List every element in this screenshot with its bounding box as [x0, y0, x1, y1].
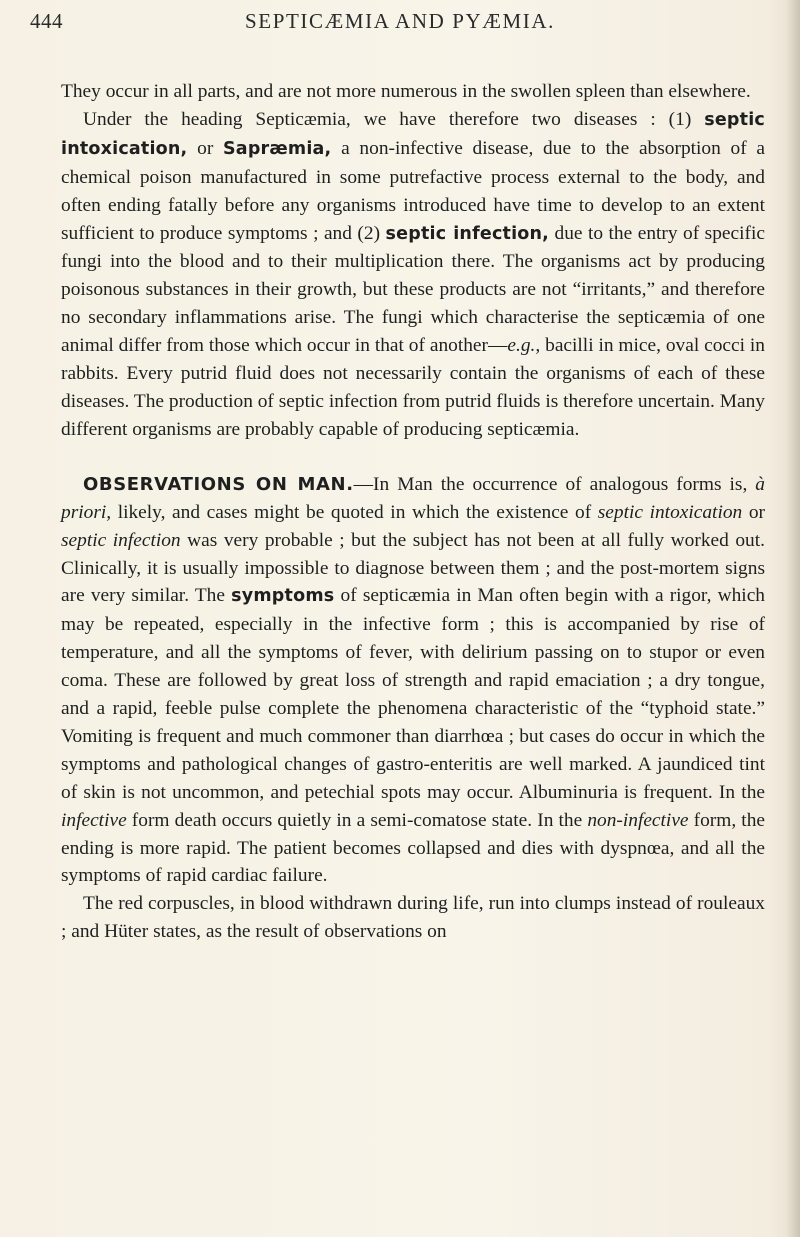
- text-run: bacilli in mice, oval cocci in rabbits. Every putrid fluid does not necessarily contain the organisms of each of these diseases. The production of septic infection from putrid fluids is therefore uncertain. Many different organisms are probably capable of producing septicæmia.: [61, 335, 765, 440]
- text-run: of septicæmia in Man often begin with a rigor, which may be repeated, especially in the infective form ; this is accompanied by rise of temperature, and all the symptoms of fever, with delirium passing on to stupor or even coma. These are followed by great loss of strength and rapid emaciation ; a dry tongue, and a rapid, feeble pulse complete the phenomena characteristic of the “typhoid state.” Vomiting is frequent and much commoner than diarrhœa ; but cases do occur in which the symptoms and pathological changes of gastro-enteritis are well marked. A jaundiced tint of skin is not uncommon, and petechial spots may occur. Albuminuria is frequent. In the: [61, 585, 765, 803]
- text-run: form, the ending is more rapid. The patient becomes collapsed and dies with dyspnœa, and all the symptoms of rapid cardiac failure.: [61, 809, 765, 887]
- italic-eg: e.g.,: [507, 335, 541, 357]
- text-run: likely, and cases might be quoted in which the existence of: [111, 501, 598, 523]
- italic-a-priori: à priori,: [61, 473, 765, 523]
- paragraph-text: The red corpuscles, in blood withdrawn during life, run into clumps instead of rouleaux ; and Hüter states, as the result of observations on: [61, 893, 765, 943]
- text-run: Under the heading Septicæmia, we have therefore two diseases : (1): [83, 108, 705, 130]
- bold-term-septic-intoxication: septic intoxication,: [61, 109, 765, 159]
- italic-septic-infection: septic infection: [61, 529, 181, 551]
- section-observations-on-man: [61, 471, 765, 891]
- paragraph-text: They occur in all parts, and are not more numerous in the swollen spleen than elsewhere.: [61, 81, 751, 102]
- text-run: a non-infective disease, due to the absorption of a chemical poison manufactured in some putrefactive process external to the body, and often ending fatally before any organisms introduced have time to develop to an extent sufficient to produce symptoms ; and (2): [61, 137, 765, 244]
- page-header: [30, 9, 770, 49]
- body-text: [61, 78, 765, 946]
- paragraph-septicaemia-two-diseases: [61, 106, 765, 444]
- text-run: or: [187, 137, 223, 159]
- page-edge-shadow: [786, 0, 800, 1237]
- text-run: or: [742, 501, 765, 523]
- text-run: —In Man the occurrence of analogous forms is,: [353, 473, 756, 495]
- text-run: due to the entry of specific fungi into the blood and to their multiplication there. The organisms act by producing poisonous substances in their growth, but these products are not “irritants,” and therefore no secondary inflammations arise. The fungi which characterise the septicæmia of one animal differ from those which occur in that of another—: [61, 222, 765, 357]
- text-run: was very probable ; but the subject has not been at all fully worked out. Clinically, it is usually impossible to diagnose between them ; and the post-mortem signs are very similar. The: [61, 529, 765, 607]
- italic-non-infective: non-infective: [587, 809, 689, 831]
- bold-term-sapraemia: Sapræmia,: [223, 138, 332, 159]
- bold-term-symptoms: symptoms: [231, 586, 335, 607]
- paragraph-swollen-spleen: [61, 78, 765, 106]
- italic-infective: infective: [61, 809, 127, 831]
- bold-term-septic-infection: septic infection,: [385, 223, 550, 244]
- paragraph-red-corpuscles: [61, 890, 765, 946]
- page-number: 444: [30, 9, 63, 33]
- text-run: form death occurs quietly in a semi-comatose state. In the: [126, 809, 588, 831]
- italic-septic-intoxication: septic intoxication: [597, 501, 743, 523]
- running-head: SEPTICÆMIA AND PYÆMIA.: [245, 9, 555, 33]
- section-heading: OBSERVATIONS ON MAN.: [83, 473, 354, 495]
